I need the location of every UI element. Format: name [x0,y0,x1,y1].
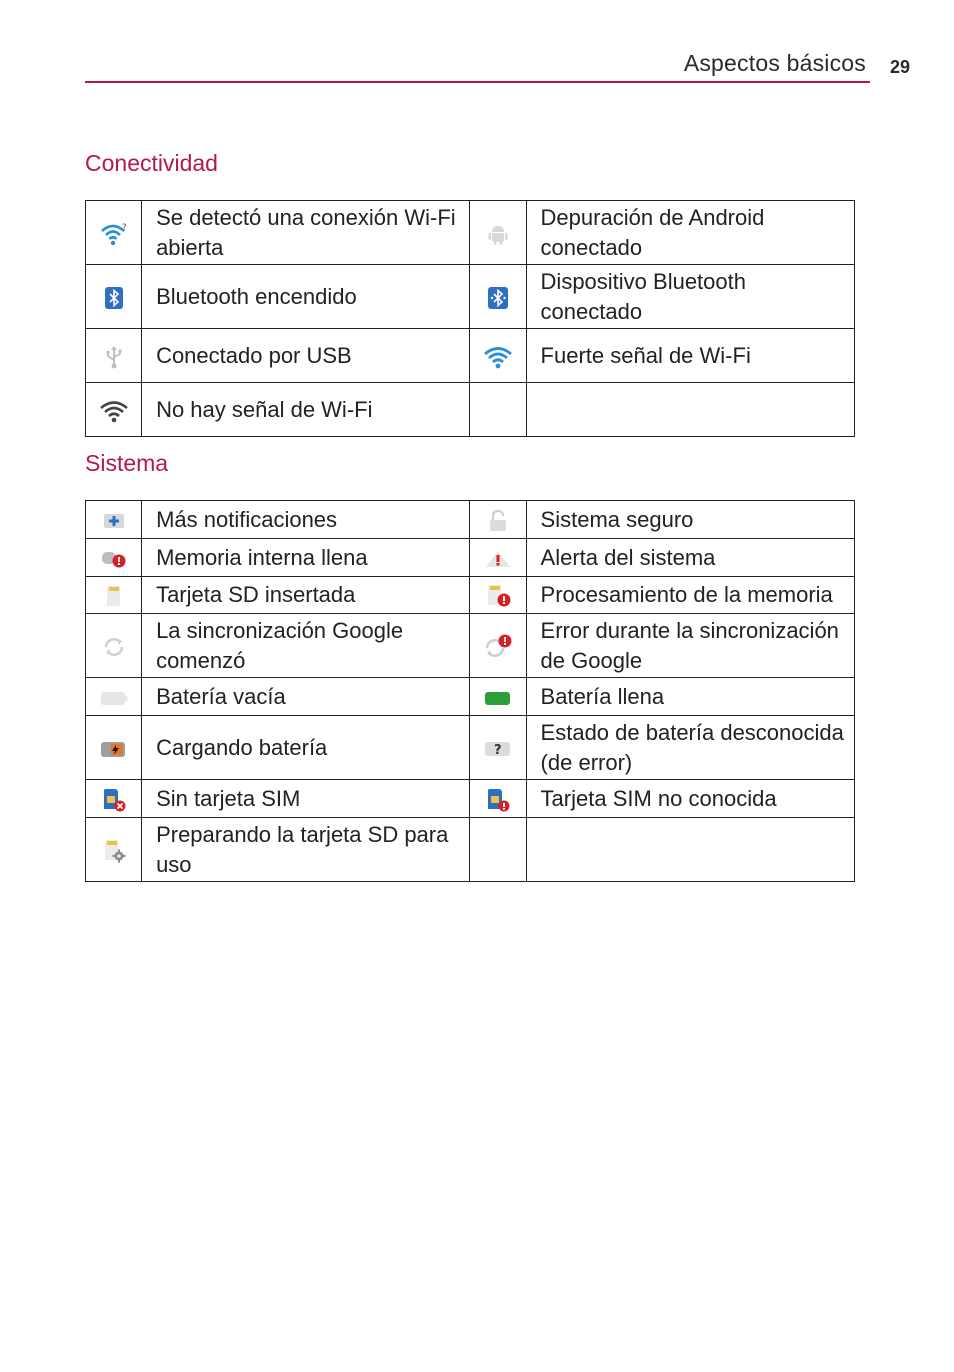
page-number: 29 [890,57,911,77]
empty-cell [470,383,526,437]
svg-text:?: ? [121,222,127,233]
lock-icon [487,508,509,534]
empty-cell [526,383,854,437]
sync-icon [101,634,127,660]
no-sim-icon [100,787,128,813]
usb-icon [103,344,125,370]
bluetooth-connected-icon [486,285,510,311]
sd-preparing-icon [101,838,127,864]
system-cell-label: Alerta del sistema [526,539,854,577]
table-row [86,329,855,383]
battery-unknown-icon [483,738,513,760]
table-row [86,818,855,882]
system-cell-label: Cargando batería [142,716,470,780]
system-cell-label: Batería vacía [142,678,470,716]
memory-processing-icon [484,583,512,609]
table-row [86,265,855,329]
connectivity-cell-label: Depuración de Android conectado [526,201,854,265]
section-title-conectividad: Conectividad [85,150,218,176]
table-row [86,678,855,716]
empty-cell [526,818,854,882]
system-cell-label: Estado de batería desconocida (de error) [526,716,854,780]
system-cell-label: Tarjeta SD insertada [142,577,470,614]
wifi-strong-icon [483,344,513,370]
svg-text:?: ? [494,742,502,758]
system-cell-label: Preparando la tarjeta SD para uso [142,818,470,882]
connectivity-cell-label: Dispositivo Bluetooth conectado [526,265,854,329]
battery-full-icon [483,688,513,708]
table-row [86,614,855,678]
table-row [86,539,855,577]
table-row [86,201,855,265]
connectivity-cell-label: Se detectó una conexión Wi-Fi abierta [142,201,470,265]
table-row [86,780,855,818]
system-cell-label: La sincronización Google comenzó [142,614,470,678]
connectivity-cell-label: Fuerte señal de Wi-Fi [526,329,854,383]
empty-cell [470,818,526,882]
system-cell-label: Batería llena [526,678,854,716]
table-row [86,716,855,780]
unknown-sim-icon [484,787,512,813]
android-debug-icon [485,221,511,247]
system-cell-label: Más notificaciones [142,501,470,539]
sync-error-icon [483,633,513,661]
table-row [86,383,855,437]
wifi-open-network-icon [100,221,128,247]
bluetooth-on-icon [103,285,125,311]
system-cell-label: Sin tarjeta SIM [142,780,470,818]
table-row [86,577,855,614]
battery-empty-icon [99,688,129,708]
connectivity-cell-label: No hay señal de Wi-Fi [142,383,470,437]
section-title-sistema: Sistema [85,450,169,476]
more-notifications-icon [102,510,126,532]
system-cell-label: Procesamiento de la memoria [526,577,854,614]
memory-full-icon [100,548,128,570]
header-rule [85,81,870,83]
system-cell-label: Sistema seguro [526,501,854,539]
system-cell-label: Error durante la sincronización de Google [526,614,854,678]
connectivity-cell-label: Conectado por USB [142,329,470,383]
connectivity-table [85,200,855,437]
system-table [85,500,855,882]
system-cell-label: Tarjeta SIM no conocida [526,780,854,818]
battery-charging-icon [99,738,129,760]
table-row [86,501,855,539]
system-alert-icon [484,548,512,570]
sd-card-icon [103,584,125,608]
wifi-no-signal-icon [99,398,129,424]
system-cell-label: Memoria interna llena [142,539,470,577]
connectivity-cell-label: Bluetooth encendido [142,265,470,329]
running-header-title: Aspectos básicos [683,50,866,76]
